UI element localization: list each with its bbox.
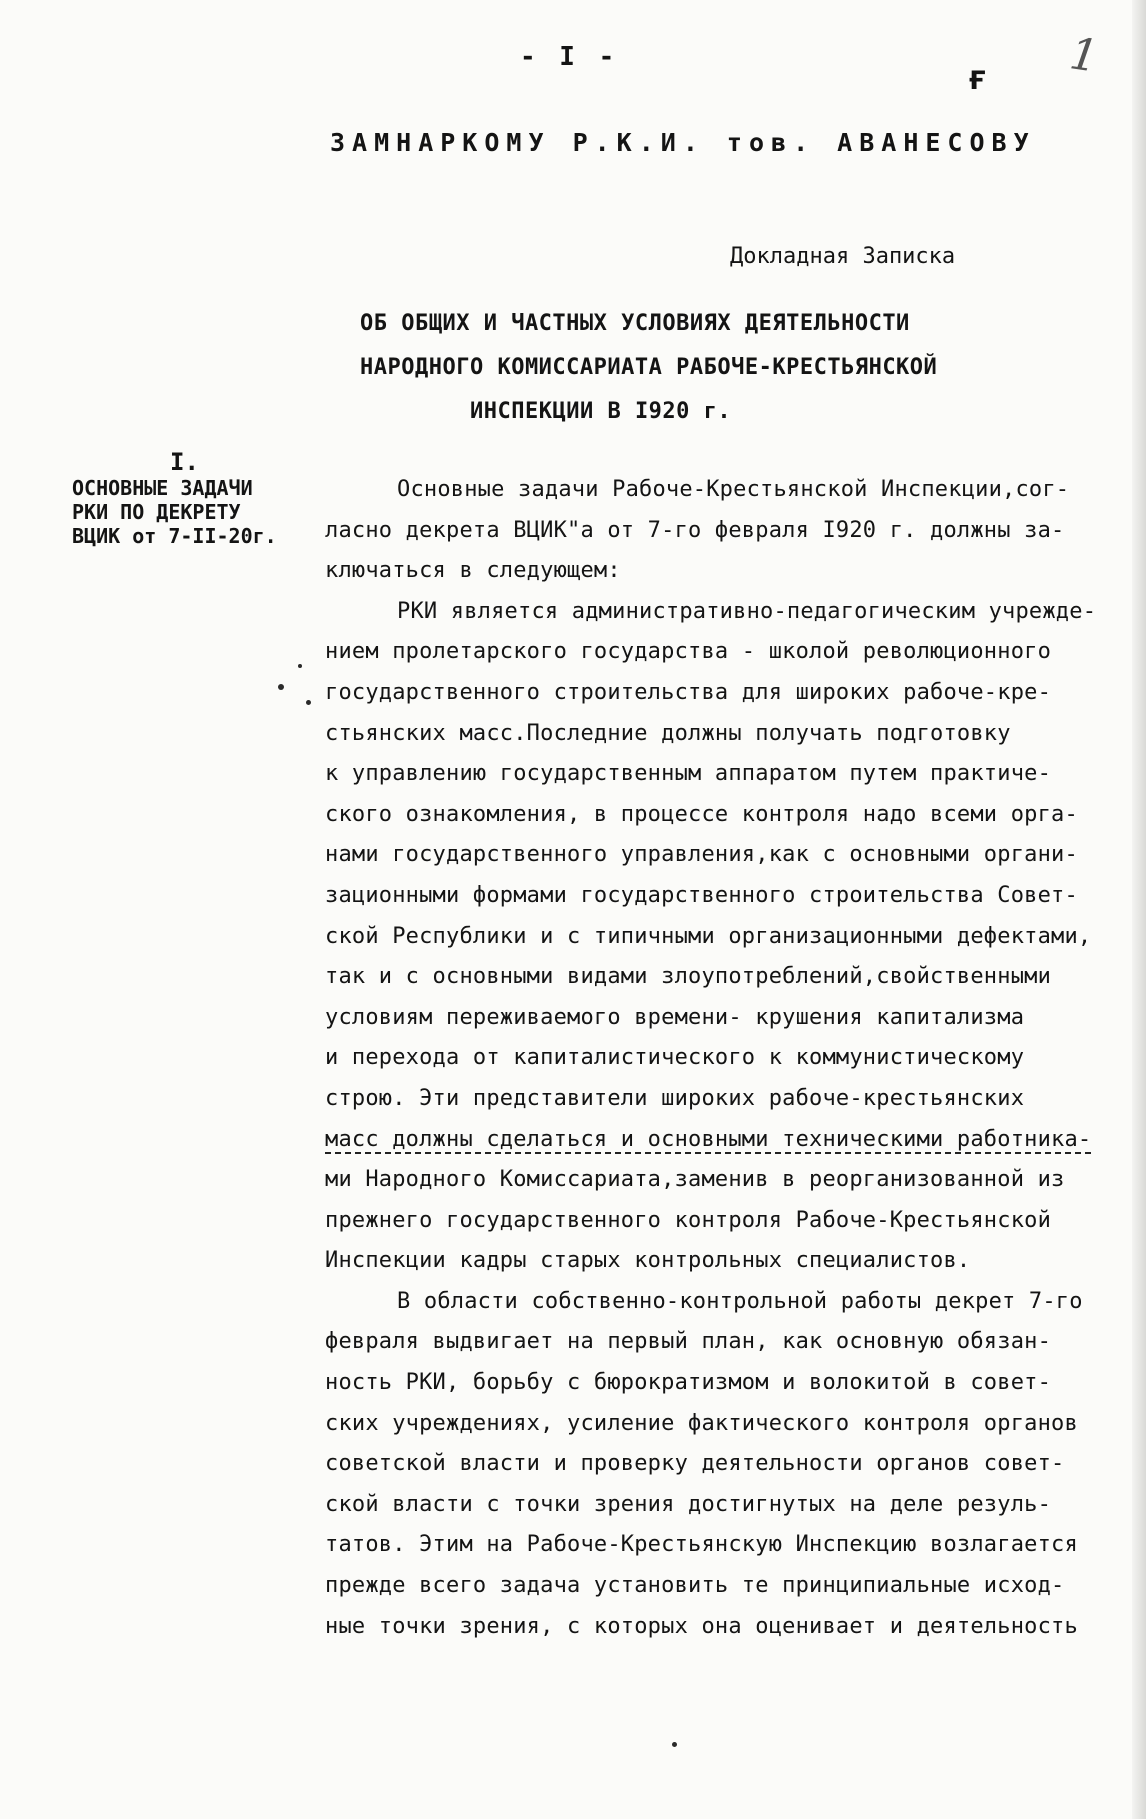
margin-note-line: ВЦИК от 7-II-20г. [72, 524, 277, 548]
title-line: ОБ ОБЩИХ И ЧАСТНЫХ УСЛОВИЯХ ДЕЯТЕЛЬНОСТИ [360, 311, 910, 336]
body-line: условиям переживаемого времени- крушения капитализма [325, 1004, 1025, 1030]
body-line: и перехода от капиталистического к коммунистическому [325, 1045, 1025, 1071]
ink-blot [672, 1742, 677, 1747]
body-line: государственного строительства для широких рабоче-кре- [325, 679, 1052, 705]
margin-note-line: ОСНОВНЫЕ ЗАДАЧИ [72, 476, 253, 500]
body-line: так и с основными видами злоупотреблений,свойственными [325, 964, 1052, 990]
section-number: I. [170, 448, 199, 476]
body-line: В области собственно-контрольной работы декрет 7-го [397, 1288, 1083, 1314]
body-line: Основные задачи Рабоче-Крестьянской Инспекции,сог- [397, 477, 1070, 502]
page-edge-shadow [1132, 0, 1146, 1819]
body-line-text: масс должны сделаться и основными техническими работника- [325, 1126, 1092, 1152]
body-line: советской власти и проверку деятельности органов совет- [325, 1451, 1065, 1477]
archive-sheet-number: 1 [1066, 28, 1102, 83]
margin-note [72, 476, 277, 548]
body-line: ные точки зрения, с которых она оценивает и деятельность [325, 1613, 1078, 1639]
body-line: РКИ является административно-педагогическим учрежде- [397, 598, 1097, 624]
ink-mark: ғ [968, 58, 989, 98]
body-line: ность РКИ, борьбу с бюрократизмом и волокитой в совет- [325, 1370, 1052, 1396]
title-line: НАРОДНОГО КОМИССАРИАТА РАБОЧЕ-КРЕСТЬЯНСКОЙ [360, 355, 938, 380]
ink-blot [298, 664, 302, 668]
body-line: прежде всего задача установить те принципиальные исход- [325, 1573, 1065, 1599]
body-line: февраля выдвигает на первый план, как основную обязан- [325, 1329, 1052, 1355]
body-line: ской Республики и с типичными организационными дефектами, [325, 923, 1092, 949]
body-line: ключаться в следующем: [325, 558, 621, 584]
body-line: ского ознакомления, в процессе контроля надо всеми орга- [325, 801, 1078, 827]
page-number: - I - [520, 42, 619, 72]
body-line: к управлению государственным аппаратом путем практиче- [325, 761, 1052, 787]
body-line: ласно декрета ВЦИК"а от 7-го февраля I920 г. должны за- [325, 517, 1065, 543]
body-line: ми Народного Комиссариата,заменив в реорганизованной из [325, 1167, 1065, 1193]
body-line: нием пролетарского государства - школой революционного [325, 639, 1052, 665]
title-line: ИНСПЕКЦИИ В I920 г. [470, 399, 732, 424]
document-title [360, 302, 937, 434]
body-line-underlined [325, 1120, 1125, 1161]
body-line: прежнего государственного контроля Рабоче-Крестьянской [325, 1207, 1052, 1233]
body-line: Инспекции кадры старых контрольных специалистов. [325, 1248, 971, 1274]
ink-blot [278, 684, 284, 690]
body-line: зационными формами государственного строительства Совет- [325, 882, 1078, 908]
margin-note-line: РКИ ПО ДЕКРЕТУ [72, 500, 241, 524]
body-line: татов. Этим на Рабоче-Крестьянскую Инспекцию возлагается [325, 1532, 1078, 1558]
body-line: ской власти с точки зрения достигнутых на деле резуль- [325, 1491, 1052, 1517]
body-line: строю. Эти представители широких рабоче-крестьянских [325, 1085, 1025, 1111]
body-line: ских учреждениях, усиление фактического контроля органов [325, 1410, 1078, 1436]
document-type: Докладная Записка [730, 244, 956, 269]
ink-blot [306, 700, 311, 705]
body-text [325, 470, 1125, 1647]
body-line: нами государственного управления,как с основными органи- [325, 842, 1078, 868]
recipient-line: ЗАМНАРКОМУ Р.К.И. тов. АВАНЕСОВУ [330, 128, 1036, 157]
body-line: стьянских масс.Последние должны получать подготовку [325, 720, 1011, 746]
